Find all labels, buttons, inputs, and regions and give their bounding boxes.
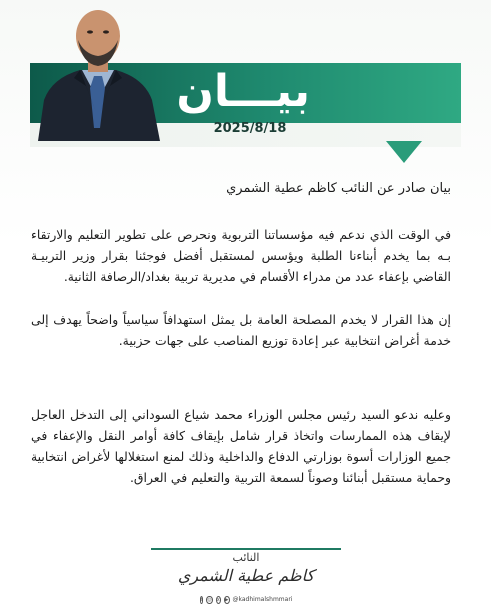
mp-portrait	[30, 0, 166, 141]
statement-paragraph-2: إن هذا القرار لا يخدم المصلحة العامة بل يمثل استهدافاً سياسياً واضحاً يهدف إلى خدمة أغراض انتخابية عبر إعادة توزيع المناصب على جهات حزبية.	[31, 312, 451, 348]
signature-title: النائب	[232, 551, 260, 564]
statement-heading: بيان صادر عن النائب كاظم عطية الشمري	[226, 181, 451, 196]
statement-paragraph-1: في الوقت الذي ندعم فيه مؤسساتنا التربوية ونحرص على تطوير التعليم والارتقاء بـه بما يخدم أبناءنا الطلبة ويؤسس لمستقبل أفضل فوجئنا بقرار وزير التربيـة القاضي بإعفاء عدد من مدراء الأقسام في مديرية تربية بغداد/الرصافة الثانية.	[31, 227, 451, 284]
signature-name: كاظم عطية الشمري	[177, 566, 315, 585]
social-handle: @kadhimalshmmari	[232, 596, 293, 603]
youtube-icon[interactable]: ▶	[224, 597, 229, 603]
banner-notch	[386, 141, 422, 163]
instagram-icon[interactable]: ◎	[207, 597, 212, 603]
social-links	[200, 596, 292, 606]
x-icon[interactable]: x	[216, 597, 220, 603]
statement-paragraph-3: وعليه ندعو السيد رئيس مجلس الوزراء محمد شياع السوداني إلى التدخل العاجل لإيقاف هذه الممارسات واتخاذ قرار شامل بإيقاف كافة أوامر النقل والإعفاء في جميع الوزارات أسوة بوزارتي الدفاع والداخلية وذلك لمنع استغلالها لأغراض انتخابية وحماية مستقبل أبنائنا وصوناً لسمعة التربية والتعليم في العراق.	[31, 407, 451, 485]
facebook-icon[interactable]: f	[200, 597, 203, 603]
signature-divider	[151, 548, 341, 550]
statement-date: 2025/8/18	[213, 121, 287, 136]
banner-title: بيـــان	[176, 66, 310, 117]
